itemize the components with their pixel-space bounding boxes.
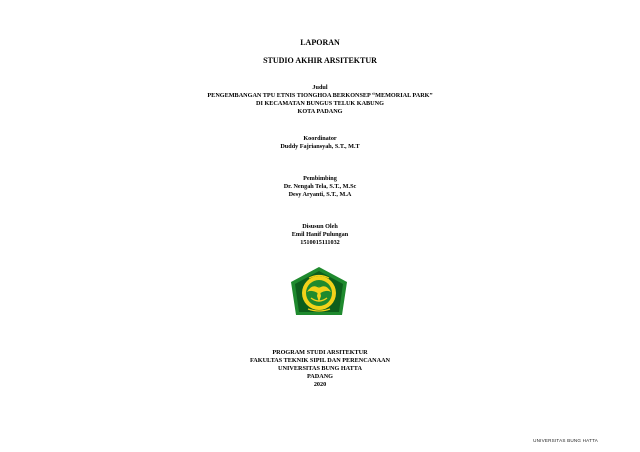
author-name: Emil Hanif Pulungan xyxy=(291,231,349,238)
footer-watermark: UNIVERSITAS BUNG HATTA xyxy=(533,438,598,443)
report-subtitle: STUDIO AKHIR ARSITEKTUR xyxy=(263,56,377,65)
pembimbing-name-2: Desy Aryanti, S.T., M.A xyxy=(288,191,352,198)
report-title: LAPORAN xyxy=(300,38,340,47)
judul-line-1: PENGEMBANGAN TPU ETNIS TIONGHOA BERKONSEP “MEMORIAL PARK” xyxy=(207,92,433,99)
year: 2020 xyxy=(313,381,327,388)
pembimbing-label: Pembimbing xyxy=(303,175,337,182)
pembimbing-name-1: Dr. Nengah Tela, S.T., M.Sc xyxy=(283,183,357,190)
author-nim: 1510015111032 xyxy=(300,239,340,246)
koordinator-name: Duddy Fajriansyah, S.T., M.T xyxy=(280,143,360,150)
koordinator-label: Koordinator xyxy=(303,135,337,142)
judul-label: Judul xyxy=(312,84,328,91)
faculty: FAKULTAS TEKNIK SIPIL DAN PERENCANAAN xyxy=(249,357,391,364)
university: UNIVERSITAS BUNG HATTA xyxy=(278,365,362,372)
city: PADANG xyxy=(306,373,333,380)
judul-line-3: KOTA PADANG xyxy=(297,108,343,115)
disusun-label: Disusun Oleh xyxy=(302,223,338,230)
judul-line-2: DI KECAMATAN BUNGUS TELUK KABUNG xyxy=(256,100,384,107)
university-seal-icon xyxy=(290,266,348,320)
study-program: PROGRAM STUDI ARSITEKTUR xyxy=(272,349,368,356)
